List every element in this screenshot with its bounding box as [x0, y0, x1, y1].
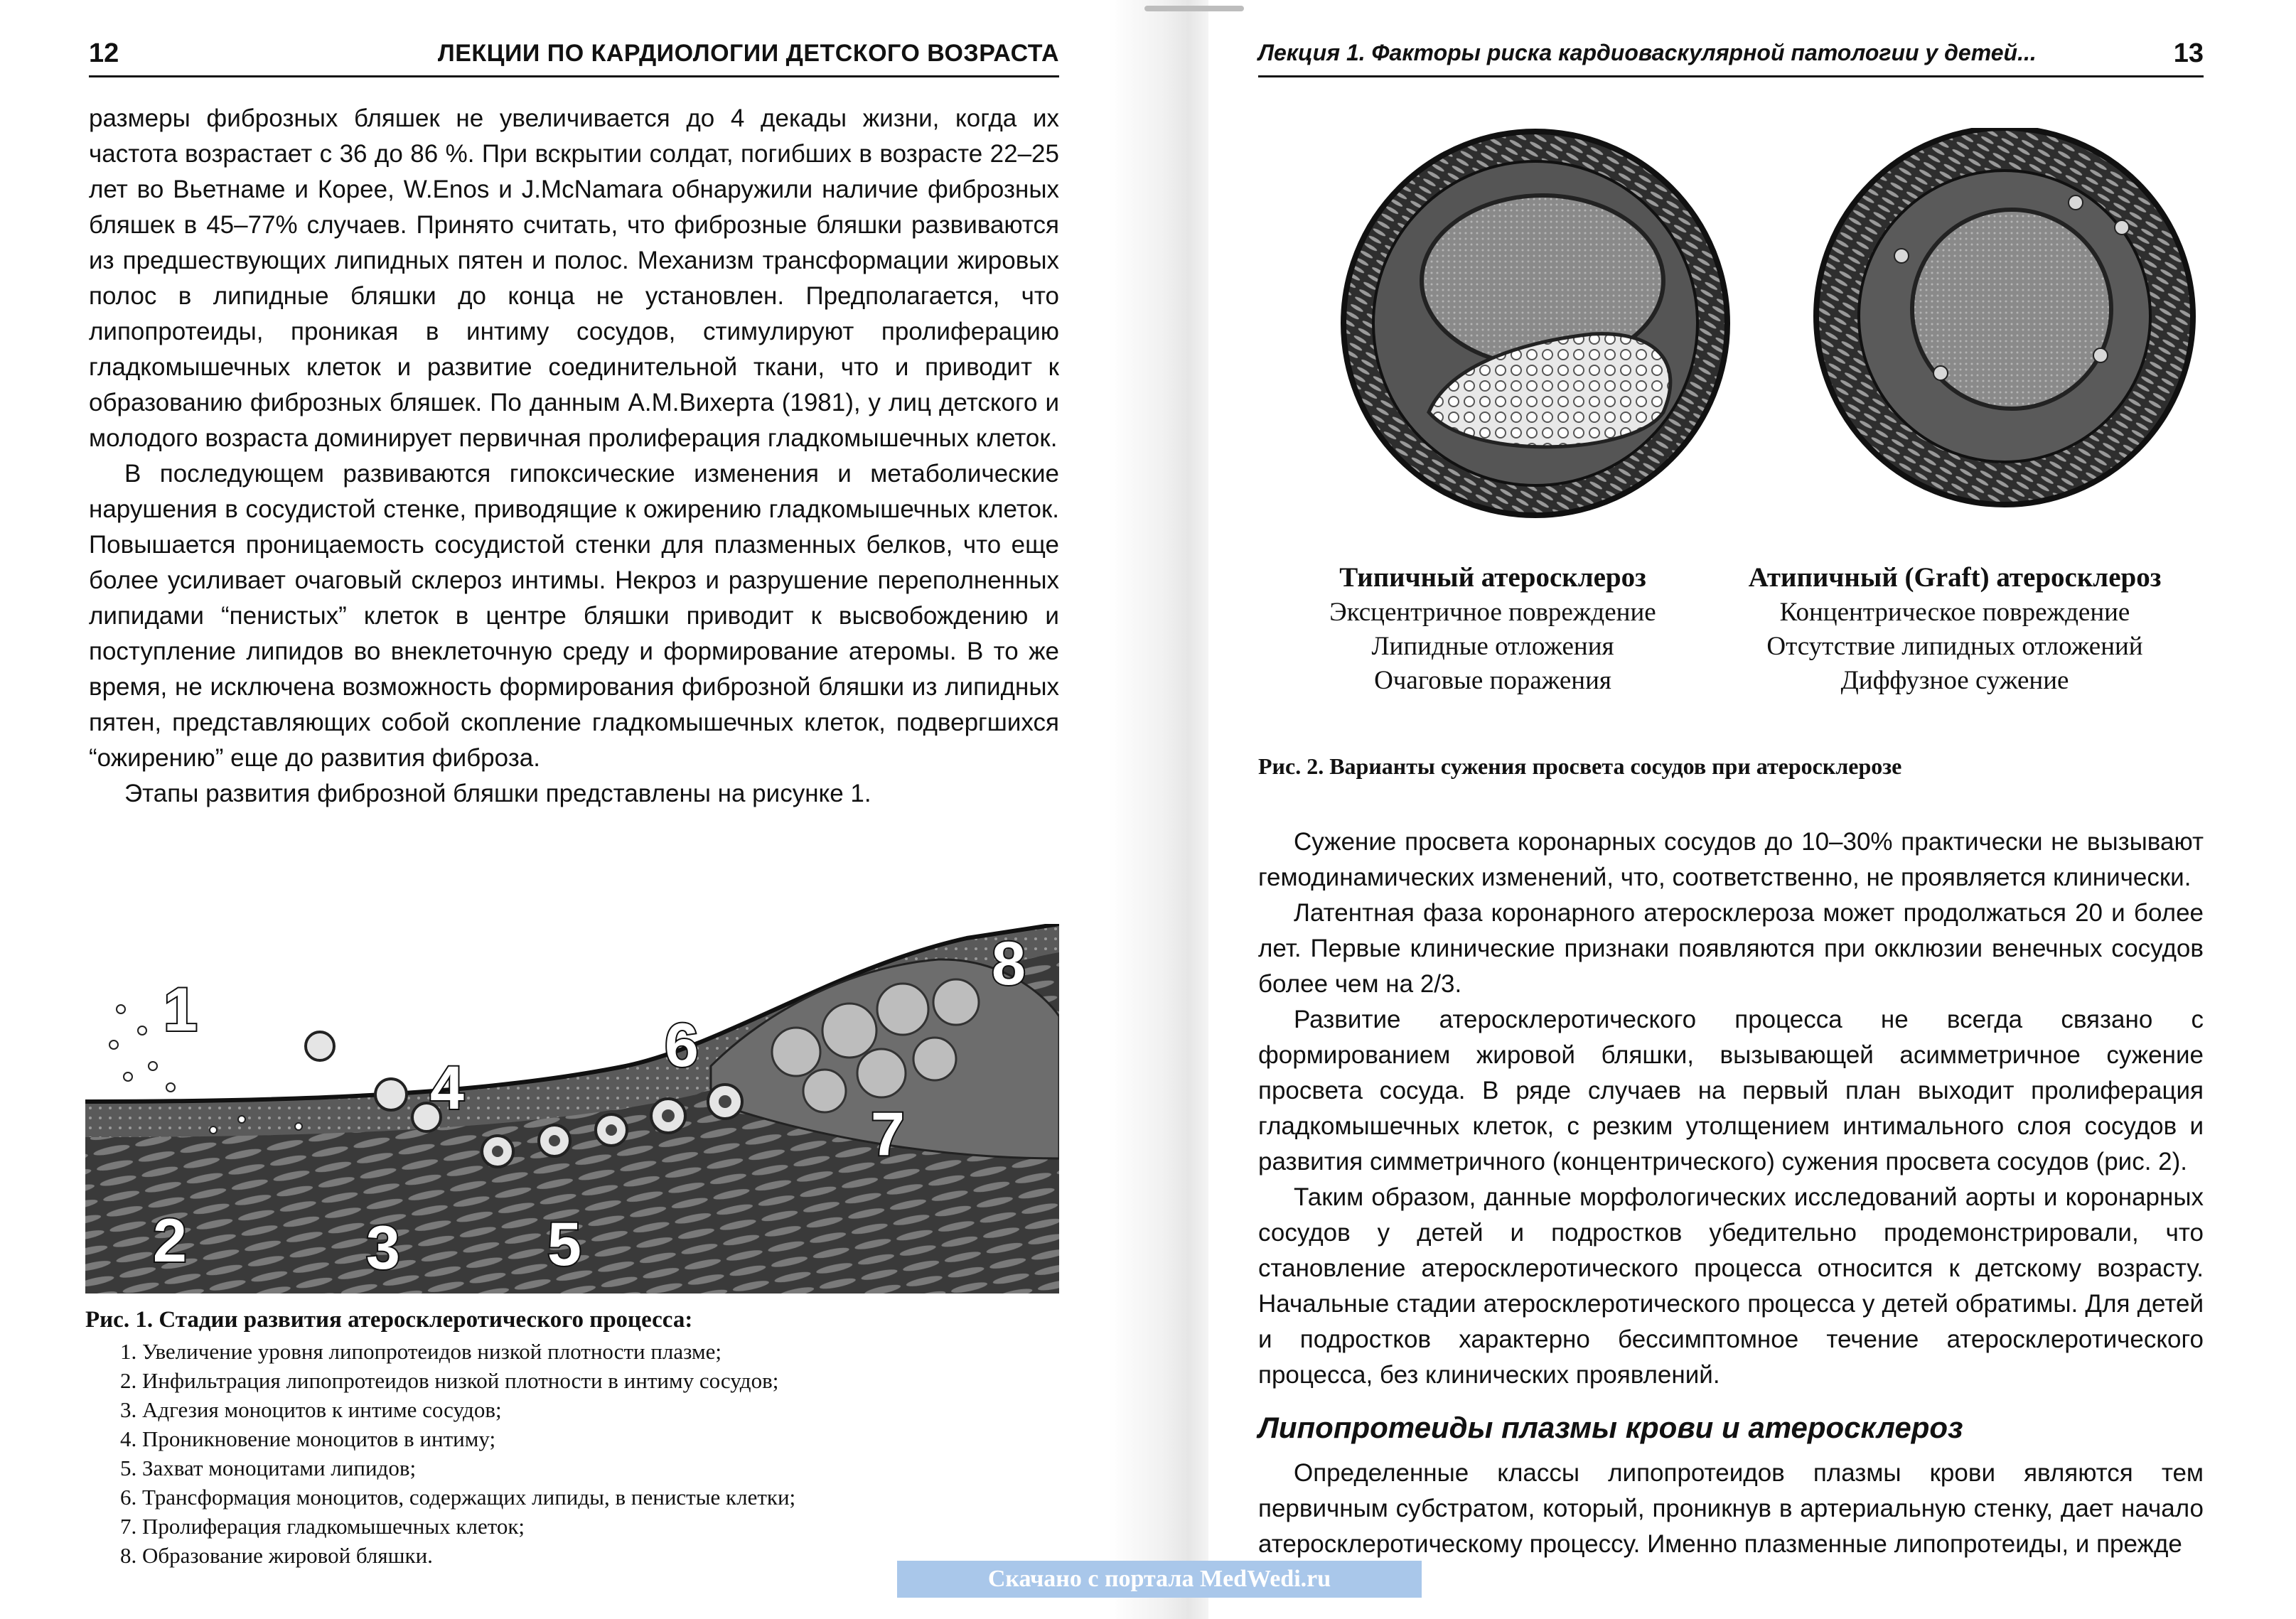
left-page [0, 0, 1109, 1619]
paragraph: Определенные классы липопротеидов плазмы крови являются тем первичным субстратом, который, проникнув в артериальную стенку, дает начало атеросклеротическому процессу. Именно плазменные липопротеиды, и прежде [1258, 1459, 2204, 1558]
typical-line: Очаговые поражения [1374, 666, 1611, 695]
paragraph: Таким образом, данные морфологических исследований аорты и коронарных сосудов у детей и подростков убедительно продемонстрировали, что становление атеросклеротического процесса относится к детскому возрасту. Начальные стадии атеросклеротического процесса у детей обратимы. Для детей и подростков характерно бессимптомное течение атеросклеротического процесса, без клинических проявлений. [1258, 1183, 2204, 1389]
left-running-head [89, 37, 1059, 77]
right-page [1208, 0, 2296, 1619]
stage-label-3: 3 [366, 1214, 400, 1282]
figure-1-illustration [85, 924, 1059, 1293]
legend-item: 8. Образование жировой бляшки. [142, 1541, 1066, 1570]
atypical-legend [1727, 560, 2182, 698]
figure-2-illustration [1258, 128, 2211, 526]
figure-1-caption [85, 1304, 1066, 1570]
book-gutter [1109, 0, 1208, 1619]
left-running-title: ЛЕКЦИИ ПО КАРДИОЛОГИИ ДЕТСКОГО ВОЗРАСТА [437, 40, 1059, 67]
atypical-atherosclerosis-section [1816, 128, 2193, 505]
stage-label-6: 6 [665, 1011, 699, 1080]
paragraph: Развитие атеросклеротического процесса не всегда связано с формированием жировой бляшки, вызывающей асимметричное сужение просвета сосуда. В ряде случаев на первый план выходит пролиферация гладкомышечных клеток, с резким утолщением интимального слоя сосудов и развития симметричного (концентрического) сужения просвета сосудов (рис. 2). [1258, 1006, 2204, 1176]
figure-1-caption-title: Рис. 1. Стадии развития атеросклеротического процесса: [85, 1307, 693, 1333]
atypical-line: Концентрическое повреждение [1779, 598, 2130, 627]
typical-legend [1265, 560, 1720, 698]
stage-label-7: 7 [871, 1100, 905, 1168]
legend-item: 1. Увеличение уровня липопротеидов низкой плотности плазме; [142, 1337, 1066, 1366]
paragraph: Латентная фаза коронарного атеросклероза может продолжаться 20 и более лет. Первые клинические признаки появляются при окклюзии венечных сосудов более чем на 2/3. [1258, 899, 2204, 998]
typical-line: Эксцентричное повреждение [1329, 598, 1656, 627]
figure-2-caption: Рис. 2. Варианты сужения просвета сосудов при атеросклерозе [1258, 753, 1902, 779]
paragraph: Сужение просвета коронарных сосудов до 10–30% практически не вызывают гемодинамических изменений, что, соответственно, не проявляется клинически. [1258, 828, 2204, 891]
right-running-title: Лекция 1. Факторы риска кардиоваскулярной патологии у детей... [1258, 40, 2037, 65]
typical-title: Типичный атеросклероз [1339, 562, 1646, 593]
left-body-text [89, 101, 1059, 812]
atypical-line: Диффузное сужение [1840, 666, 2069, 695]
legend-item: 6. Трансформация моноцитов, содержащих липиды, в пенистые клетки; [142, 1483, 1066, 1512]
legend-item: 4. Проникновение моноцитов в интиму; [142, 1424, 1066, 1453]
stage-label-5: 5 [547, 1210, 581, 1279]
legend-item: 2. Инфильтрация липопротеидов низкой плотности в интиму сосудов; [142, 1366, 1066, 1395]
section-heading: Липопротеиды плазмы крови и атеросклероз [1258, 1411, 1963, 1444]
stage-label-4: 4 [430, 1054, 464, 1122]
stage-label-2: 2 [153, 1207, 187, 1275]
stage-label-1: 1 [163, 976, 198, 1044]
legend-item: 7. Пролиферация гладкомышечных клеток; [142, 1512, 1066, 1541]
legend-item: 3. Адгезия моноцитов к интиме сосудов; [142, 1395, 1066, 1424]
stage-label-8: 8 [992, 930, 1026, 998]
right-page-number: 13 [2173, 38, 2204, 68]
left-page-number: 12 [89, 38, 119, 68]
section-body-text [1258, 1456, 2204, 1562]
atypical-title: Атипичный (Graft) атеросклероз [1748, 562, 2162, 593]
download-watermark: Скачано с портала MedWedi.ru [897, 1561, 1422, 1598]
figure-2-vessel-cross-sections [1258, 128, 2211, 526]
right-body-text [1258, 824, 2204, 1393]
figure-1-legend-list [85, 1337, 1066, 1570]
paragraph: В последующем развиваются гипоксические изменения и метаболические нарушения в сосудистой стенке, приводящие к ожирению гладкомышечных клеток. Повышается проницаемость сосудистой стенки для плазменных белков, что еще более усиливает очаговый склероз интимы. Некроз и разрушение переполненных липидами “пенистых” клеток в центре бляшки приводит к высвобождению и поступление липидов во внеклеточную среду и формирование атеромы. В то же время, не исключена возможность формирования фиброзной бляшки из липидных пятен, представляющих собой скопление гладкомышечных клеток, подвергшихся “ожирению” еще до развития фиброза. [89, 460, 1059, 772]
figure-1-atherosclerosis-stages [85, 924, 1059, 1293]
paragraph: размеры фиброзных бляшек не увеличивается до 4 декады жизни, когда их частота возрастает с 36 до 86 %. При вскрытии солдат, погибших в возрасте 22–25 лет во Вьетнаме и Корее, W.Enos и J.McNamara обнаружили наличие фиброзных бляшек в 45–77% случаев. Принято считать, что фиброзные бляшки развиваются из предшествующих липидных пятен и полос. Механизм трансформации жировых полос в липидные бляшки до конца не установлен. Предполагается, что липопротеиды, проникая в интиму сосудов, стимулируют пролиферацию гладкомышечных клеток и развитие соединительной ткани, что и приводит к образованию фиброзных бляшек. По данным А.М.Вихерта (1981), у лиц детского и молодого возраста доминирует первичная пролиферация гладкомышечных клеток. [89, 104, 1059, 452]
paragraph: Этапы развития фиброзной бляшки представлены на рисунке 1. [124, 780, 871, 807]
typical-atherosclerosis-section [1343, 131, 1727, 515]
right-running-head [1258, 37, 2204, 77]
legend-item: 5. Захват моноцитами липидов; [142, 1453, 1066, 1483]
typical-line: Липидные отложения [1371, 632, 1614, 661]
atypical-line: Отсутствие липидных отложений [1766, 632, 2143, 661]
